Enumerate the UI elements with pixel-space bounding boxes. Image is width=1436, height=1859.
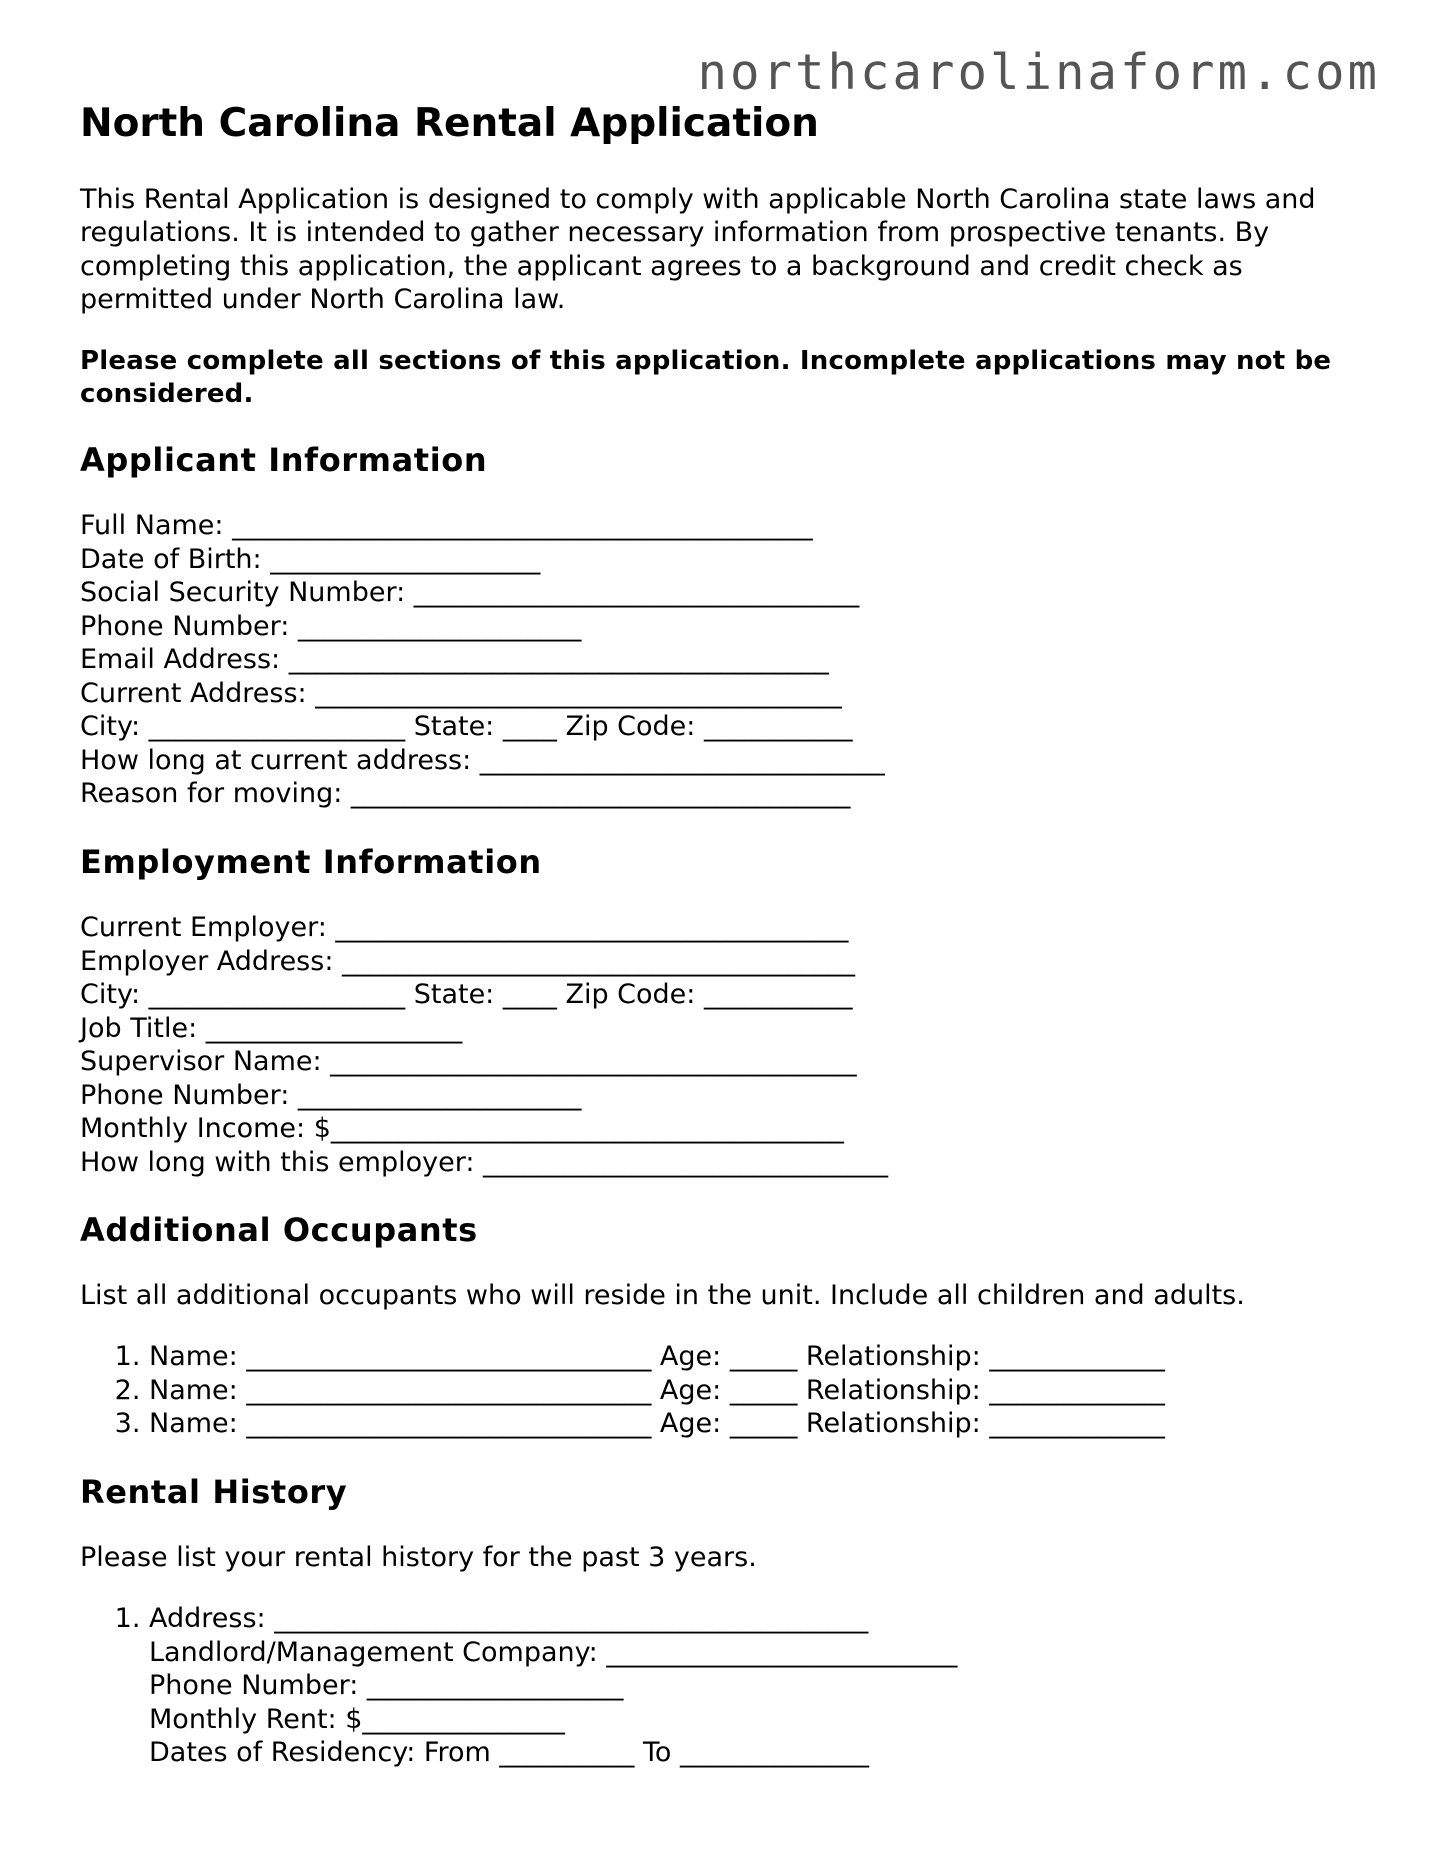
occupants-heading: Additional Occupants — [80, 1211, 478, 1250]
monthly-rent-field[interactable]: Monthly Rent: $_______________ — [149, 1703, 565, 1735]
city-state-zip-field[interactable]: City: ___________________ State: ____ Zip Code: ___________ — [80, 711, 853, 743]
landlord-phone-field[interactable]: Phone Number: ___________________ — [149, 1670, 624, 1702]
employer-city-state-zip-field[interactable]: City: ___________________ State: ____ Zip Code: ___________ — [80, 979, 853, 1011]
time-with-employer-field[interactable]: How long with this employer: ______________________________ — [80, 1146, 889, 1178]
date-of-birth-field[interactable]: Date of Birth: ____________________ — [80, 543, 541, 575]
employment-heading: Employment Information — [80, 842, 542, 881]
full-name-field[interactable]: Full Name: ___________________________________________ — [80, 510, 813, 542]
occupants-list — [80, 1340, 1370, 1441]
document-page — [80, 100, 1370, 1802]
employer-address-field[interactable]: Employer Address: ______________________________________ — [80, 945, 855, 977]
landlord-company-field[interactable]: Landlord/Management Company: __________________________ — [149, 1636, 958, 1668]
occupant-row[interactable]: 2. Name: ______________________________ Age: _____ Relationship: _____________ — [149, 1374, 1370, 1408]
phone-number-field[interactable]: Phone Number: _____________________ — [80, 610, 582, 642]
occupant-row[interactable]: 1. Name: ______________________________ Age: _____ Relationship: _____________ — [149, 1340, 1370, 1374]
time-at-address-field[interactable]: How long at current address: ______________________________ — [80, 744, 885, 776]
employment-fields — [80, 911, 1370, 1179]
ssn-field[interactable]: Social Security Number: _________________________________ — [80, 577, 860, 609]
current-address-field[interactable]: Current Address: _______________________________________ — [80, 677, 842, 709]
residency-dates-field[interactable]: Dates of Residency: From __________ To ______________ — [149, 1737, 869, 1769]
job-title-field[interactable]: Job Title: ___________________ — [80, 1012, 463, 1044]
occupants-instruction: List all additional occupants who will reside in the unit. Include all children and adults. — [80, 1280, 1245, 1312]
email-address-field[interactable]: Email Address: ________________________________________ — [80, 644, 829, 676]
monthly-income-field[interactable]: Monthly Income: $______________________________________ — [80, 1113, 844, 1145]
reason-for-moving-field[interactable]: Reason for moving: _____________________________________ — [80, 778, 851, 810]
completion-notice: Please complete all sections of this application. Incomplete applications may not be considered. — [80, 345, 1332, 409]
current-employer-field[interactable]: Current Employer: ______________________________________ — [80, 912, 849, 944]
supervisor-name-field[interactable]: Supervisor Name: _______________________________________ — [80, 1046, 857, 1078]
applicant-fields — [80, 509, 1370, 811]
watermark: northcarolinaform.com — [697, 44, 1380, 101]
employer-phone-field[interactable]: Phone Number: _____________________ — [80, 1079, 582, 1111]
occupant-row[interactable]: 3. Name: ______________________________ Age: _____ Relationship: _____________ — [149, 1407, 1370, 1441]
intro-paragraph: This Rental Application is designed to comply with applicable North Carolina state laws and regulations. It is intended to gather necessary information from prospective tenants. By completing this application, the applicant agrees to a background and credit check as permitted under North Carolina law. — [80, 183, 1316, 316]
applicant-heading: Applicant Information — [80, 440, 488, 479]
page-title: North Carolina Rental Application — [80, 101, 819, 146]
rental-history-entry — [149, 1602, 1370, 1770]
previous-address-field[interactable]: 1. Address: ____________________________________________ — [149, 1603, 869, 1635]
rental-history-list — [80, 1602, 1370, 1770]
rental-history-instruction: Please list your rental history for the past 3 years. — [80, 1542, 757, 1574]
rental-history-heading: Rental History — [80, 1472, 348, 1511]
